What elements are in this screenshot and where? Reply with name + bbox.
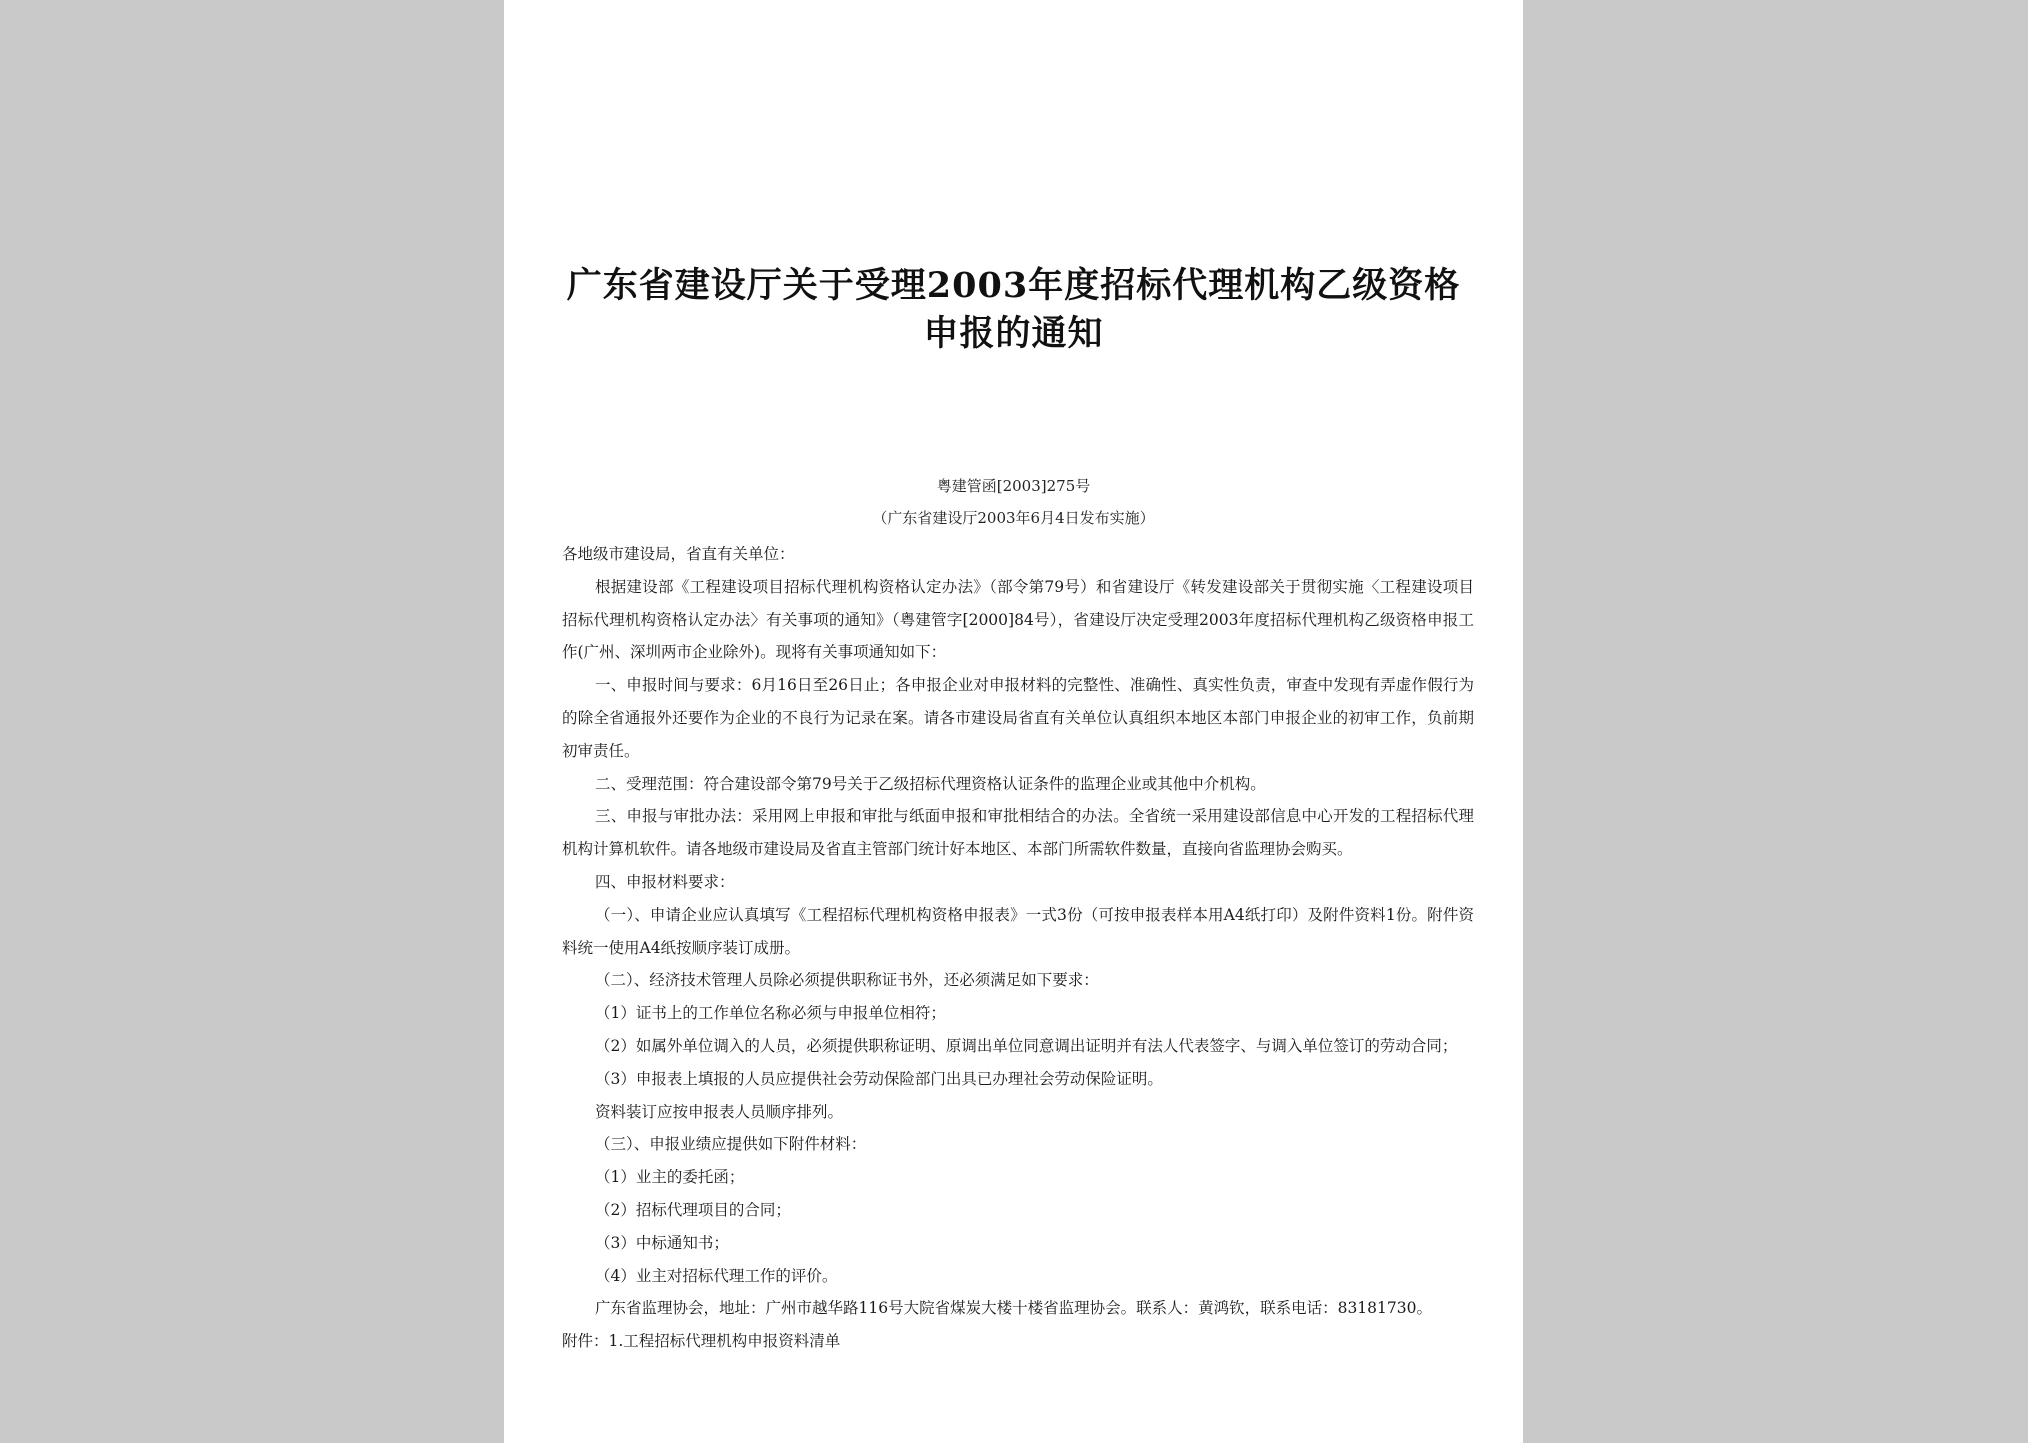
paragraph: （3）申报表上填报的人员应提供社会劳动保险部门出具已办理社会劳动保险证明。 <box>595 1069 1163 1088</box>
paragraph: （1）业主的委托函； <box>595 1168 745 1187</box>
paragraph: 一、申报时间与要求：6月16日至26日止；各申报企业对申报材料的完整性、准确性、真实性负责，审查中发现有弄虚作假行为的除全省通报外还要作为企业的不良行为记录在案。请各市建设局省直有关单位认真组织本地区本部门申报企业的初审工作，负前期初审责任。 <box>562 676 1474 760</box>
salutation: 各地级市建设局，省直有关单位： <box>562 545 795 563</box>
publication-date: （广东省建设厅2003年6月4日发布实施） <box>872 509 1155 527</box>
paragraph: （一）、申请企业应认真填写《工程招标代理机构资格申报表》一式3份（可按申报表样本用A4纸打印）及附件资料1份。附件资料统一使用A4纸按顺序装订成册。 <box>562 905 1474 957</box>
document-title <box>544 262 1483 358</box>
paragraph: 资料装订应按申报表人员顺序排列。 <box>595 1102 844 1121</box>
title-line-2: 申报的通知 <box>923 313 1104 354</box>
paragraph: （二）、经济技术管理人员除必须提供职称证书外，还必须满足如下要求： <box>595 971 1099 990</box>
document-number: 粤建管函[2003]275号 <box>936 477 1091 495</box>
paragraph: （3）中标通知书； <box>595 1233 729 1252</box>
paragraph: 二、受理范围：符合建设部令第79号关于乙级招标代理资格认证条件的监理企业或其他中介机构。 <box>595 774 1266 793</box>
paragraph: （2）招标代理项目的合同； <box>595 1200 791 1219</box>
paragraph: 广东省监理协会，地址：广州市越华路116号大院省煤炭大楼十楼省监理协会。联系人：黄鸿钦，联系电话：83181730。 <box>595 1299 1432 1318</box>
title-line-1: 广东省建设厅关于受理2003年度招标代理机构乙级资格 <box>566 265 1461 306</box>
paragraph: （1）证书上的工作单位名称必须与申报单位相符； <box>595 1004 946 1023</box>
paragraph: 三、申报与审批办法：采用网上申报和审批与纸面申报和审批相结合的办法。全省统一采用建设部信息中心开发的工程招标代理机构计算机软件。请各地级市建设局及省直主管部门统计好本地区、本部门所需软件数量，直接向省监理协会购买。 <box>562 807 1474 859</box>
document-body <box>562 538 1474 1358</box>
paragraph: 根据建设部《工程建设项目招标代理机构资格认定办法》（部令第79号）和省建设厅《转发建设部关于贯彻实施〈工程建设项目招标代理机构资格认定办法〉有关事项的通知》（粤建管字[2000]84号），省建设厅决定受理2003年度招标代理机构乙级资格申报工作(广州、深圳两市企业除外)。现将有关事项通知如下： <box>562 577 1474 662</box>
paragraph: （4）业主对招标代理工作的评价。 <box>595 1266 838 1285</box>
document-page <box>504 0 1523 1443</box>
attachment-line: 附件：1.工程招标代理机构申报资料清单 <box>562 1332 841 1351</box>
paragraph: （三）、申报业绩应提供如下附件材料： <box>595 1135 867 1154</box>
paragraph: （2）如属外单位调入的人员，必须提供职称证明、原调出单位同意调出证明并有法人代表签字、与调入单位签订的劳动合同； <box>595 1036 1458 1055</box>
paragraph: 四、申报材料要求： <box>595 872 735 891</box>
